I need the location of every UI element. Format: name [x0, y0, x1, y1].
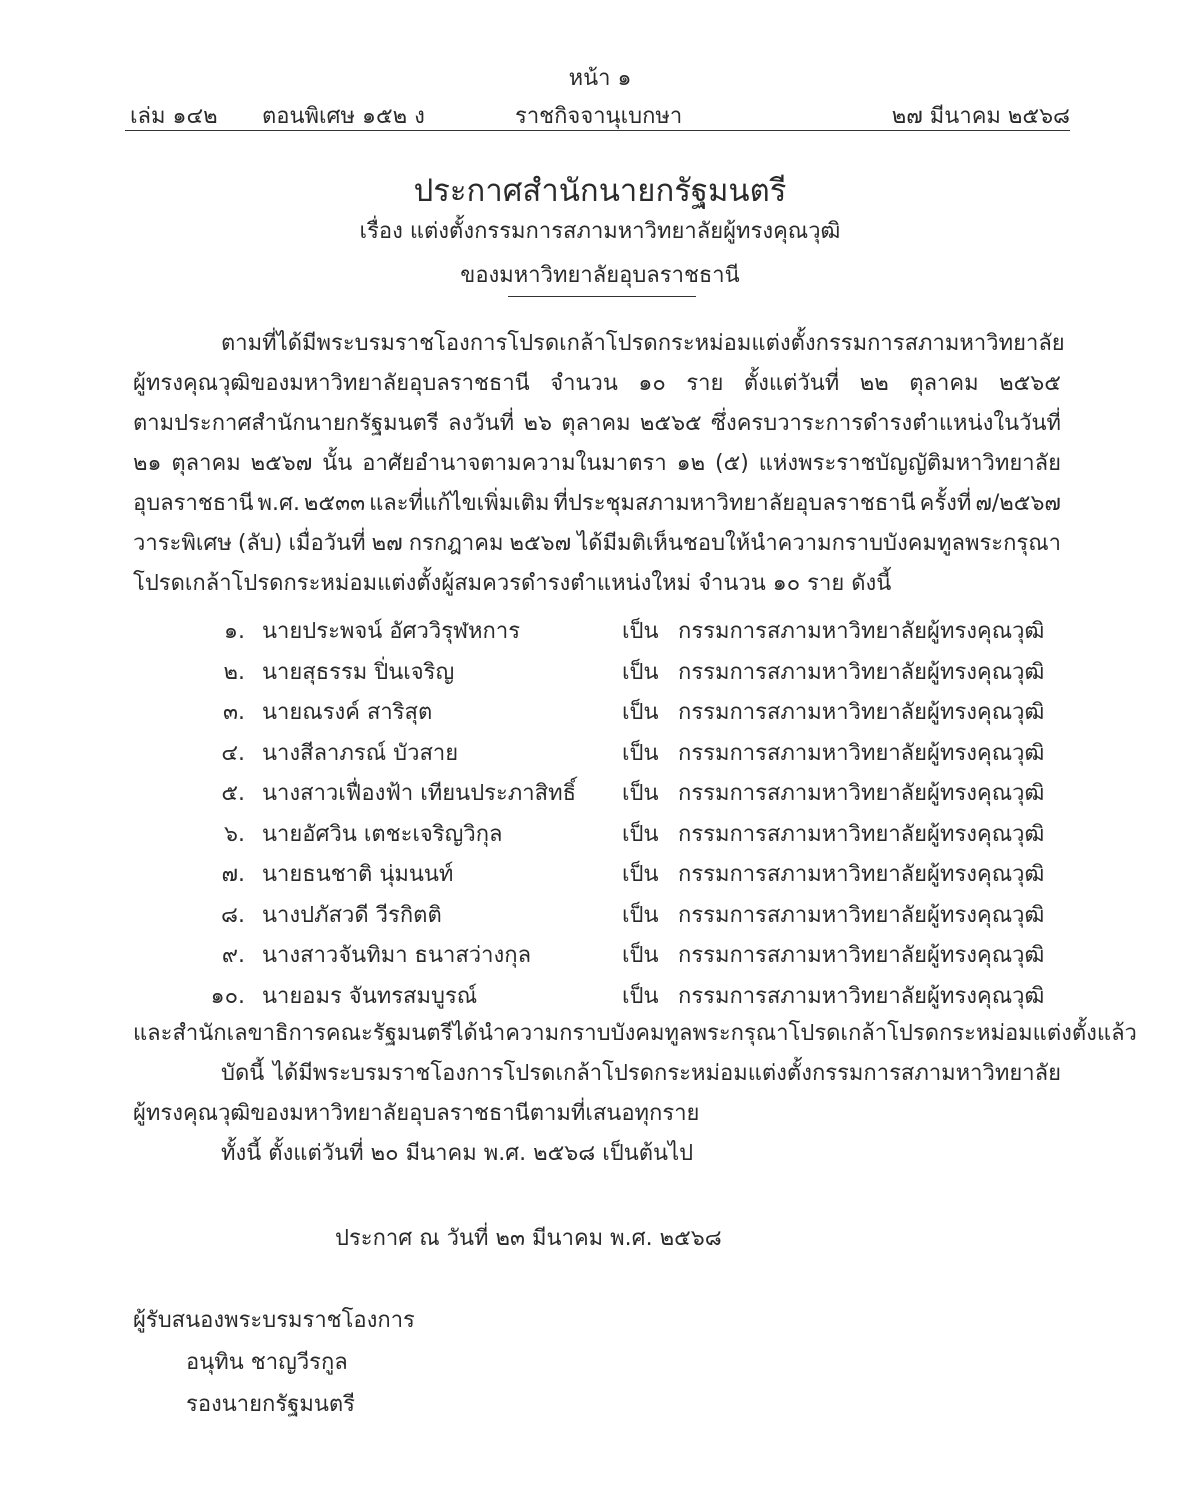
section-number: ตอนพิเศษ ๑๕๒ ง	[262, 104, 425, 129]
list-item	[150, 729, 1050, 770]
appointee-name: นายประพจน์ อัศววิรุฬหการ	[262, 619, 521, 644]
appointee-as: เป็น	[622, 781, 659, 806]
appointee-name: นายสุธรรม ปิ่นเจริญ	[262, 659, 455, 685]
appointee-position: กรรมการสภามหาวิทยาลัยผู้ทรงคุณวุฒิ	[678, 902, 1045, 928]
appointee-as: เป็น	[622, 862, 659, 887]
appointee-name: นายธนชาติ นุ่มนนท์	[262, 862, 454, 887]
item-number: ๑๐.	[210, 983, 245, 1009]
signatory-name: อนุทิน ชาญวีรกูล	[186, 1350, 348, 1375]
appointee-name: นายณรงค์ สาริสุต	[262, 700, 433, 725]
body-line: ผู้ทรงคุณวุฒิของมหาวิทยาลัยอุบลราชธานี จำนวน ๑๐ ราย ตั้งแต่วันที่ ๒๒ ตุลาคม ๒๕๖๕	[133, 370, 1061, 396]
appointee-position: กรรมการสภามหาวิทยาลัยผู้ทรงคุณวุฒิ	[678, 659, 1045, 685]
body-line: อุบลราชธานี พ.ศ. ๒๕๓๓ และที่แก้ไขเพิ่มเติม ที่ประชุมสภามหาวิทยาลัยอุบลราชธานี ครั้งที่ ๗/๒๕๖๗	[133, 490, 1061, 516]
gazette-name: ราชกิจจานุเบกษา	[515, 104, 683, 129]
appointee-as: เป็น	[622, 740, 659, 766]
body-line: วาระพิเศษ (ลับ) เมื่อวันที่ ๒๗ กรกฎาคม ๒๕๖๗ ได้มีมติเห็นชอบให้นำความกราบบังคมทูลพระกรุณา	[133, 530, 1061, 556]
list-item	[150, 688, 1050, 729]
appointee-name: นางปภัสวดี วีรกิตติ	[262, 902, 442, 928]
signature-role: ผู้รับสนองพระบรมราชโองการ	[133, 1308, 415, 1333]
appointee-list	[150, 607, 1050, 1012]
list-item	[150, 891, 1050, 932]
item-number: ๒.	[223, 659, 245, 685]
appointee-position: กรรมการสภามหาวิทยาลัยผู้ทรงคุณวุฒิ	[678, 983, 1045, 1009]
appointee-name: นายอัศวิน เตชะเจริญวิกุล	[262, 821, 503, 847]
closing-line: ทั้งนี้ ตั้งแต่วันที่ ๒๐ มีนาคม พ.ศ. ๒๕๖๘ เป็นต้นไป	[221, 1140, 694, 1166]
list-item	[150, 810, 1050, 851]
item-number: ๖.	[224, 821, 245, 847]
item-number: ๕.	[221, 781, 245, 806]
page-number: หน้า ๑	[568, 66, 632, 91]
appointee-as: เป็น	[622, 619, 659, 644]
list-item	[150, 931, 1050, 972]
issue-date: ๒๗ มีนาคม ๒๕๖๘	[891, 104, 1070, 129]
closing-line: และสำนักเลขาธิการคณะรัฐมนตรีได้นำความกราบบังคมทูลพระกรุณาโปรดเกล้าโปรดกระหม่อมแต่งตั้งแล้ว	[133, 1020, 1137, 1046]
appointee-position: กรรมการสภามหาวิทยาลัยผู้ทรงคุณวุฒิ	[678, 943, 1045, 968]
appointee-as: เป็น	[622, 902, 659, 928]
appointee-as: เป็น	[622, 700, 659, 725]
list-item	[150, 769, 1050, 810]
list-item	[150, 607, 1050, 648]
body-paragraph	[133, 322, 1065, 602]
appointee-name: นางสาวจันทิมา ธนาสว่างกุล	[262, 943, 532, 968]
item-number: ๔.	[221, 740, 245, 766]
body-line: ตามประกาศสำนักนายกรัฐมนตรี ลงวันที่ ๒๖ ตุลาคม ๒๕๖๕ ซึ่งครบวาระการดำรงตำแหน่งในวันที่	[133, 410, 1061, 436]
item-number: ๘.	[221, 902, 245, 928]
appointee-position: กรรมการสภามหาวิทยาลัยผู้ทรงคุณวุฒิ	[678, 862, 1045, 887]
subject-line: เรื่อง แต่งตั้งกรรมการสภามหาวิทยาลัยผู้ทรงคุณวุฒิ	[359, 219, 841, 244]
list-item	[150, 972, 1050, 1013]
body-line: โปรดเกล้าโปรดกระหม่อมแต่งตั้งผู้สมควรดำรงตำแหน่งใหม่ จำนวน ๑๐ ราย ดังนี้	[133, 570, 892, 596]
appointee-as: เป็น	[622, 659, 659, 685]
header-divider	[125, 130, 1070, 131]
appointee-as: เป็น	[622, 983, 659, 1009]
closing-paragraph	[133, 1012, 1137, 1172]
closing-line: บัดนี้ ได้มีพระบรมราชโองการโปรดเกล้าโปรดกระหม่อมแต่งตั้งกรรมการสภามหาวิทยาลัย	[221, 1060, 1061, 1086]
document-title: ประกาศสำนักนายกรัฐมนตรี	[413, 173, 787, 209]
closing-line: ผู้ทรงคุณวุฒิของมหาวิทยาลัยอุบลราชธานีตามที่เสนอทุกราย	[133, 1100, 700, 1126]
appointee-position: กรรมการสภามหาวิทยาลัยผู้ทรงคุณวุฒิ	[678, 619, 1045, 644]
item-number: ๗.	[221, 862, 245, 887]
appointee-position: กรรมการสภามหาวิทยาลัยผู้ทรงคุณวุฒิ	[678, 740, 1045, 766]
list-item	[150, 648, 1050, 689]
item-number: ๓.	[222, 700, 245, 725]
appointee-as: เป็น	[622, 943, 659, 968]
appointee-name: นายอมร จันทรสมบูรณ์	[262, 983, 478, 1009]
appointee-position: กรรมการสภามหาวิทยาลัยผู้ทรงคุณวุฒิ	[678, 781, 1045, 806]
item-number: ๑.	[224, 619, 245, 644]
list-item	[150, 850, 1050, 891]
appointee-position: กรรมการสภามหาวิทยาลัยผู้ทรงคุณวุฒิ	[678, 821, 1045, 847]
volume-number: เล่ม ๑๔๒	[130, 104, 218, 129]
item-number: ๙.	[221, 943, 245, 968]
title-divider	[508, 296, 696, 297]
appointee-name: นางสาวเฟื่องฟ้า เทียนประภาสิทธิ์	[262, 781, 577, 806]
subject-line-continued: ของมหาวิทยาลัยอุบลราชธานี	[460, 263, 740, 288]
appointee-as: เป็น	[622, 821, 659, 847]
appointee-position: กรรมการสภามหาวิทยาลัยผู้ทรงคุณวุฒิ	[678, 700, 1045, 725]
body-line: ตามที่ได้มีพระบรมราชโองการโปรดเกล้าโปรดกระหม่อมแต่งตั้งกรรมการสภามหาวิทยาลัย	[221, 330, 1065, 356]
signatory-title: รองนายกรัฐมนตรี	[186, 1392, 355, 1417]
body-line: ๒๑ ตุลาคม ๒๕๖๗ นั้น อาศัยอำนาจตามความในมาตรา ๑๒ (๕) แห่งพระราชบัญญัติมหาวิทยาลัย	[133, 450, 1061, 476]
announcement-date: ประกาศ ณ วันที่ ๒๓ มีนาคม พ.ศ. ๒๕๖๘	[335, 1226, 722, 1251]
appointee-name: นางสีลาภรณ์ บัวสาย	[262, 740, 459, 766]
